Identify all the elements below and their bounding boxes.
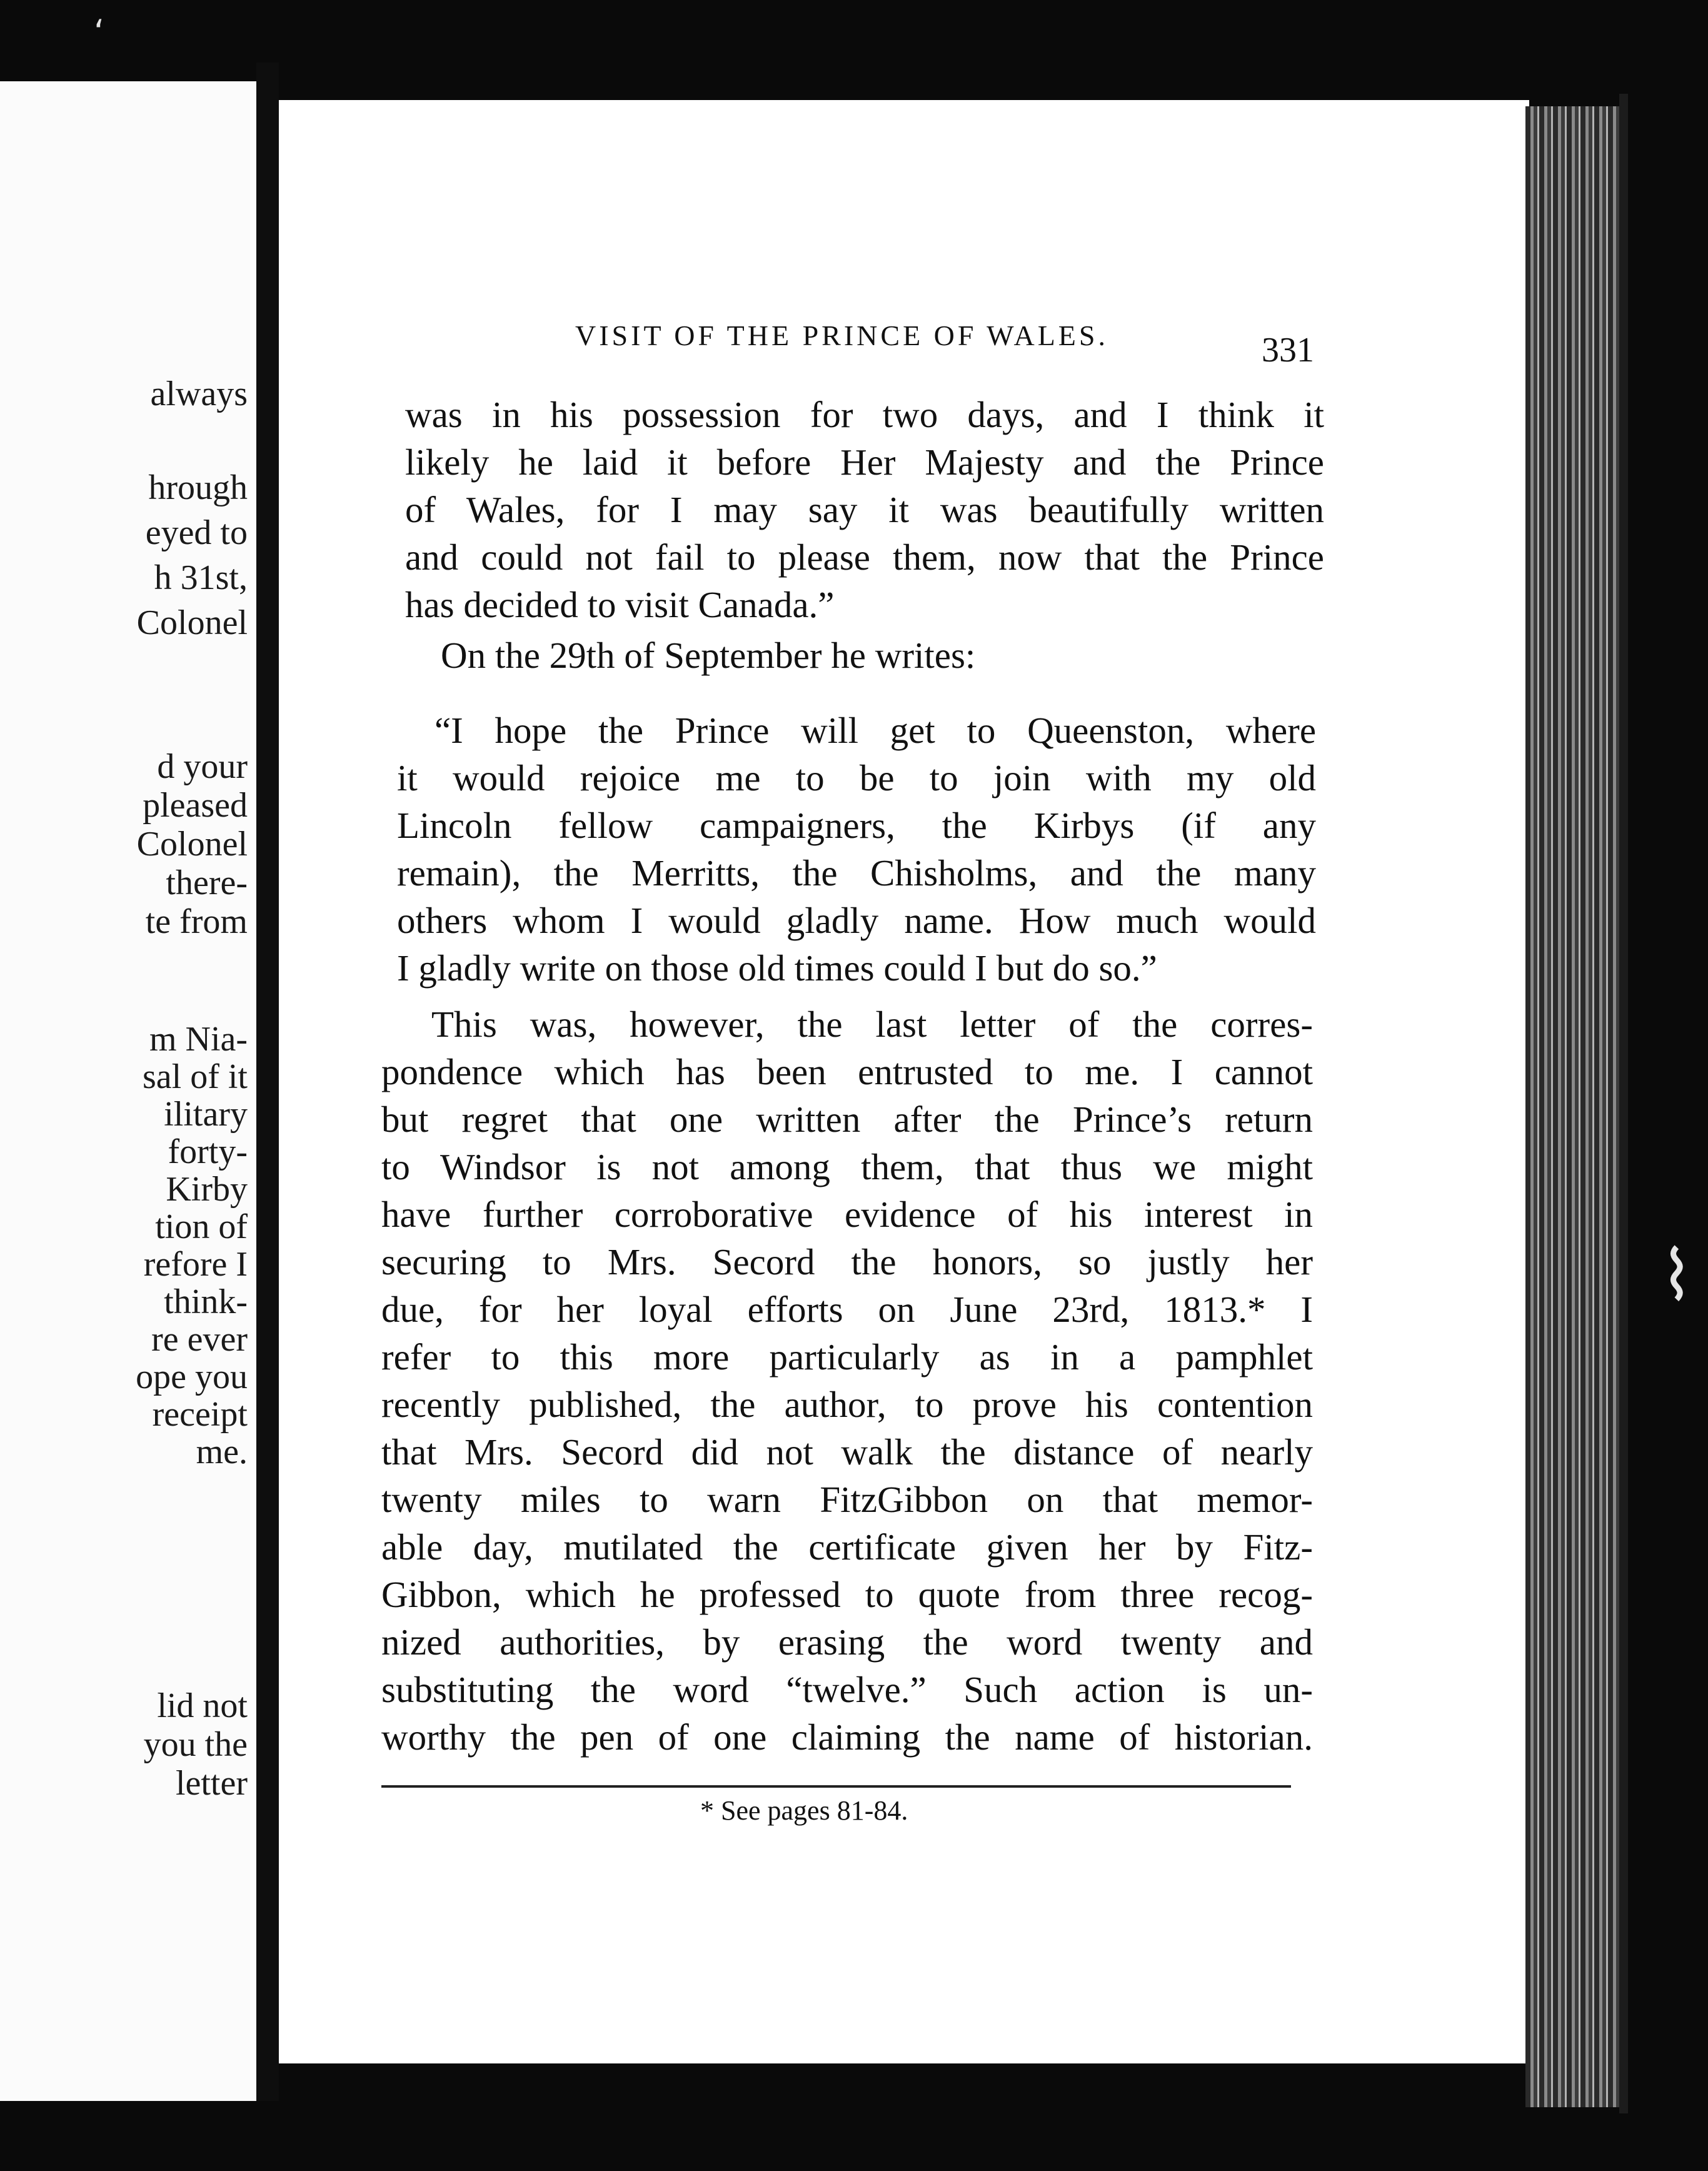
facing-left-page bbox=[0, 81, 263, 2101]
page-number: 331 bbox=[1262, 331, 1314, 370]
footnote: * See pages 81-84. bbox=[700, 1795, 908, 1826]
left-page-line: d your bbox=[157, 747, 248, 786]
text-line: “I hope the Prince will get to Queenston, where bbox=[435, 710, 1316, 751]
left-page-line: lid not bbox=[157, 1686, 248, 1725]
text-line: was in his possession for two days, and I think it bbox=[405, 394, 1324, 435]
paragraph-continued-letter bbox=[405, 391, 1324, 628]
left-page-line: think- bbox=[164, 1282, 248, 1321]
text-line: nized authorities, by erasing the word twenty and bbox=[381, 1621, 1313, 1663]
left-page-line: eyed to bbox=[145, 513, 248, 552]
text-line: substituting the word “twelve.” Such action is un- bbox=[381, 1669, 1313, 1710]
text-line: likely he laid it before Her Majesty and the Prince bbox=[405, 441, 1324, 483]
text-line: to Windsor is not among them, that thus we might bbox=[381, 1146, 1313, 1187]
left-page-line: refore I bbox=[143, 1245, 248, 1284]
left-page-line: letter bbox=[175, 1764, 248, 1803]
paragraph-quote bbox=[397, 707, 1316, 992]
left-page-line: hrough bbox=[148, 468, 248, 507]
left-page-line: tion of bbox=[155, 1207, 248, 1246]
text-line: twenty miles to warn FitzGibbon on that memor- bbox=[381, 1479, 1313, 1520]
left-page-line: pleased bbox=[143, 786, 248, 825]
paragraph-intro bbox=[441, 632, 1316, 679]
paragraph-main bbox=[381, 1000, 1313, 1761]
text-line: and could not fail to please them, now that the Prince bbox=[405, 536, 1324, 578]
left-page-line: always bbox=[150, 375, 248, 413]
footnote-rule bbox=[381, 1785, 1291, 1788]
page-edges bbox=[1525, 106, 1619, 2107]
left-page-line: h 31st, bbox=[154, 558, 248, 597]
book-gutter bbox=[256, 63, 279, 2101]
text-line: I gladly write on those old times could I but do so.” bbox=[397, 947, 1157, 989]
left-page-line: receipt bbox=[152, 1395, 248, 1434]
left-page-line: Colonel bbox=[136, 603, 248, 642]
text-line: but regret that one written after the Prince’s return bbox=[381, 1099, 1313, 1140]
text-line: pondence which has been entrusted to me. I cannot bbox=[381, 1051, 1313, 1092]
text-line: Lincoln fellow campaigners, the Kirbys (if any bbox=[397, 805, 1316, 846]
text-line: due, for her loyal efforts on June 23rd, 1813.* I bbox=[381, 1289, 1313, 1330]
text-line: that Mrs. Secord did not walk the distance of nearly bbox=[381, 1431, 1313, 1473]
text-line: of Wales, for I may say it was beautifully written bbox=[405, 489, 1324, 530]
left-page-line: ilitary bbox=[164, 1095, 248, 1134]
left-page-line: sal of it bbox=[143, 1057, 248, 1096]
left-page-line: re ever bbox=[151, 1320, 248, 1359]
text-line: Gibbon, which he professed to quote from three recog- bbox=[381, 1574, 1313, 1615]
left-page-line: Kirby bbox=[166, 1170, 248, 1209]
margin-mark: ⌇ bbox=[1660, 1236, 1694, 1316]
text-line: worthy the pen of one claiming the name of historian. bbox=[381, 1716, 1313, 1758]
text-line: have further corroborative evidence of his interest in bbox=[381, 1194, 1313, 1235]
text-line: recently published, the author, to prove his contention bbox=[381, 1384, 1313, 1425]
left-page-line: te from bbox=[145, 902, 248, 941]
text-line: On the 29th of September he writes: bbox=[441, 635, 976, 676]
left-page-line: m Nia- bbox=[149, 1020, 248, 1059]
text-line: able day, mutilated the certificate given her by Fitz- bbox=[381, 1526, 1313, 1568]
text-line: has decided to visit Canada.” bbox=[405, 584, 835, 625]
text-line: refer to this more particularly as in a pamphlet bbox=[381, 1336, 1313, 1378]
left-page-line: there- bbox=[166, 864, 248, 902]
text-line: it would rejoice me to be to join with my old bbox=[397, 757, 1316, 798]
text-line: This was, however, the last letter of the corres- bbox=[431, 1004, 1313, 1045]
left-page-line: Colonel bbox=[136, 825, 248, 864]
text-line: securing to Mrs. Secord the honors, so justly her bbox=[381, 1241, 1313, 1282]
text-line: remain), the Merritts, the Chisholms, and the many bbox=[397, 852, 1316, 894]
edge-shadow bbox=[1619, 94, 1628, 2113]
left-page-line: me. bbox=[196, 1433, 248, 1471]
running-head: VISIT OF THE PRINCE OF WALES. bbox=[575, 320, 1108, 351]
text-line: others whom I would gladly name. How much would bbox=[397, 900, 1316, 941]
left-page-line: ope you bbox=[136, 1358, 248, 1396]
left-page-line: forty- bbox=[168, 1132, 248, 1171]
left-page-line: you the bbox=[143, 1725, 248, 1764]
scan-mark: ‘ bbox=[94, 13, 105, 52]
